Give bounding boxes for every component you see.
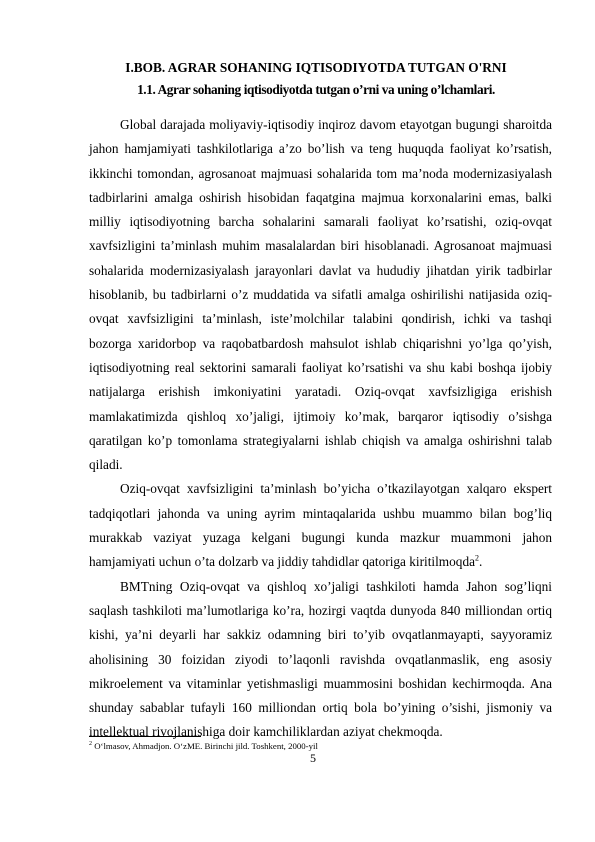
footnote-reference[interactable]: 2 <box>475 553 479 563</box>
section-title: 1.1. Agrar sohaning iqtisodiyotda tutgan o’rni va uning o’lchamlari. <box>137 82 495 97</box>
paragraph-2-end: . <box>479 554 483 570</box>
paragraph-2 <box>89 477 552 574</box>
chapter-title: I.BOB. AGRAR SOHANING IQTISODIYOTDA TUTGAN O'RNI <box>125 60 507 75</box>
footnote-text: O‘lmasov, Ahmadjon. O‘zME. Birinchi jild. Toshkent, 2000-yil <box>92 741 318 751</box>
footnote <box>89 741 318 752</box>
paragraph-1: Global darajada moliyaviy-iqtisodiy inqiroz davom etayotgan bugungi sharoitda jahon hamjamiyati tashkilotlariga a’zo bo’lish va teng huquqda faoliyat ko’rsatish, ikkinchi tomondan, agrosanoat majmuasi sohalarida tom ma’noda modernizasiyalash tadbirlarini amalga oshirish hisobidan faqatgina majmua korxonalarini emas, balki milliy iqtisodiyotning barcha sohalarini samarali faoliyat ko’rsatishi, oziq-ovqat xavfsizligini ta’minlash muhim masalalardan biri hisoblanadi. Agrosanoat majmuasi sohalarida modernizasiyalash jarayonlari davlat va hududiy jihatdan yirik tadbirlar hisoblanib, bu tadbirlarni o’z muddatida va sifatli amalga oshirilishi natijasida oziq-ovqat xavfsizligini ta’minlash, iste’molchilar talabini qondirish, ichki va tashqi bozorga xaridorbop va raqobatbardosh mahsulot ishlab chiqarishni yo’lga qo’yish, iqtisodiyotning real sektorini samarali faoliyat ko’rsatishi va shu kabi boshqa ijobiy natijalarga erishish imkoniyatini yaratadi. Oziq-ovqat xavfsizligiga erishish mamlakatimizda qishloq xo’jaligi, ijtimoiy ko’mak, barqaror iqtisodiy o’sishga qaratilgan ko’p tomonlama strategiyalarni ishlab chiqish va amalga oshirishni talab qiladi. <box>89 117 552 473</box>
footnote-separator <box>89 736 201 737</box>
paragraph-2-text: Oziq-ovqat xavfsizligini ta’minlash bo’yicha o’tkazilayotgan xalqaro ekspert tadqiqotlari jahonda va uning ayrim mintaqalarida ushbu muammo bilan bog’liq murakkab vaziyat yuzaga kelgani bugungi kunda mazkur muammoni jahon hamjamiyati uchun o’ta dolzarb va jiddiy tahdidlar qatoriga kiritilmoqda <box>89 481 552 570</box>
paragraph-3: BMTning Oziq-ovqat va qishloq xo’jaligi tashkiloti hamda Jahon sog’liqni saqlash tashkiloti ma’lumotlariga ko’ra, hozirgi vaqtda dunyoda 840 milliondan ortiq kishi, ya’ni deyarli har sakkiz odamning biri to’yib ovqatlanmayapti, sayyoramiz aholisining 30 foizidan ziyodi to’laqonli ravishda ovqatlanmaslik, eng asosiy mikroelement va vitaminlar yetishmasligi muammosini boshidan kechirmoqda. Ana shunday sabablar tufayli 160 milliondan ortiq bola bo’yining o’sishi, jismoniy va intellektual rivojlanishiga doir kamchiliklardan aziyat chekmoqda. <box>89 578 552 740</box>
page-number: 5 <box>310 751 316 765</box>
footnote-number: 2 <box>89 741 92 748</box>
